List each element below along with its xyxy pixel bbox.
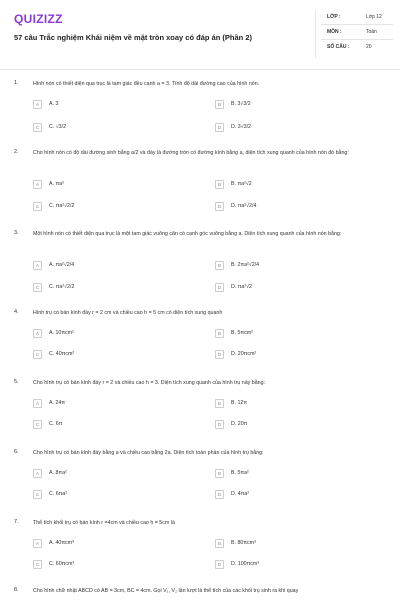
option-text: A. 10πcm² bbox=[49, 330, 74, 336]
option-letter-box: A bbox=[33, 539, 42, 548]
option-text: D. 20π bbox=[231, 421, 248, 427]
question-number: 3. bbox=[14, 230, 19, 236]
question-number: 2. bbox=[14, 149, 19, 155]
option-b[interactable] bbox=[215, 99, 365, 111]
option-text: C. 40πcm² bbox=[49, 351, 75, 357]
option-text: C. πa²√2/2 bbox=[49, 203, 75, 209]
option-d[interactable] bbox=[215, 419, 365, 431]
option-text: D. πa²√2 bbox=[231, 284, 252, 290]
question-text: Hình nón có thiết diện qua trục là tam giác đều cạnh a = 3. Tính độ dài đường cao của hình nón. bbox=[33, 81, 260, 87]
option-c[interactable] bbox=[33, 201, 183, 213]
option-a[interactable] bbox=[33, 179, 183, 191]
option-b[interactable] bbox=[215, 538, 365, 550]
option-letter-box: A bbox=[33, 261, 42, 270]
question-text: Cho hình trụ có bán kính đáy r = 2 và chiều cao h = 3. Diện tích xung quanh của hình trụ này bằng: bbox=[33, 380, 266, 386]
option-letter-box: B bbox=[215, 100, 224, 109]
option-letter-box: C bbox=[33, 490, 42, 499]
option-text: D. 4πa² bbox=[231, 491, 250, 497]
option-text: D. 3√3/2 bbox=[231, 124, 251, 130]
option-letter-box: D bbox=[215, 420, 224, 429]
document-title: 57 câu Trắc nghiệm Khái niệm về mặt tròn xoay có đáp án (Phần 2) bbox=[14, 33, 252, 42]
option-d[interactable] bbox=[215, 201, 365, 213]
meta-row-count bbox=[321, 40, 393, 55]
option-text: D. 20πcm² bbox=[231, 351, 257, 357]
question-number: 8. bbox=[14, 587, 19, 593]
question-number: 6. bbox=[14, 449, 19, 455]
option-letter-box: A bbox=[33, 469, 42, 478]
option-letter-box: B bbox=[215, 399, 224, 408]
option-c[interactable] bbox=[33, 349, 183, 361]
option-text: D. 100πcm³ bbox=[231, 561, 260, 567]
question-number: 5. bbox=[14, 379, 19, 385]
option-text: B. 12π bbox=[231, 400, 248, 406]
option-text: C. 60πcm³ bbox=[49, 561, 75, 567]
meta-value: 20 bbox=[366, 44, 372, 50]
option-letter-box: D bbox=[215, 123, 224, 132]
option-text: B. 5πcm² bbox=[231, 330, 253, 336]
option-a[interactable] bbox=[33, 398, 183, 410]
option-letter-box: A bbox=[33, 399, 42, 408]
option-text: A. 8πa² bbox=[49, 470, 67, 476]
question-number: 4. bbox=[14, 309, 19, 315]
question-text: Thể tích khối trụ có bán kính r =4cm và chiều cao h = 5cm là bbox=[33, 520, 175, 526]
question-text: Cho hình nón có độ dài đường sinh bằng a/2 và đáy là đường tròn có đường kính bằng a, diện tích xung quanh của hình nón đó bằng: bbox=[33, 150, 349, 156]
meta-value: Lớp 12 bbox=[366, 14, 382, 20]
option-letter-box: C bbox=[33, 202, 42, 211]
option-a[interactable] bbox=[33, 328, 183, 340]
question-number: 7. bbox=[14, 519, 19, 525]
option-text: B. 3√3/2 bbox=[231, 101, 251, 107]
question-text: Cho hình trụ có bán kính đáy bằng a và chiều cao bằng 2a. Diện tích toàn phần của hình trụ bằng: bbox=[33, 450, 264, 456]
option-text: A. 24π bbox=[49, 400, 66, 406]
option-a[interactable] bbox=[33, 538, 183, 550]
option-b[interactable] bbox=[215, 468, 365, 480]
option-letter-box: C bbox=[33, 350, 42, 359]
option-letter-box: C bbox=[33, 420, 42, 429]
option-text: A. 40πcm³ bbox=[49, 540, 74, 546]
option-letter-box: A bbox=[33, 180, 42, 189]
option-letter-box: B bbox=[215, 469, 224, 478]
option-b[interactable] bbox=[215, 398, 365, 410]
option-letter-box: C bbox=[33, 123, 42, 132]
meta-label: MÔN : bbox=[327, 29, 342, 35]
option-d[interactable] bbox=[215, 349, 365, 361]
option-a[interactable] bbox=[33, 260, 183, 272]
meta-row-subject bbox=[321, 25, 393, 40]
option-text: B. 80πcm³ bbox=[231, 540, 256, 546]
option-b[interactable] bbox=[215, 328, 365, 340]
option-letter-box: C bbox=[33, 560, 42, 569]
option-c[interactable] bbox=[33, 419, 183, 431]
option-d[interactable] bbox=[215, 282, 365, 294]
option-letter-box: B bbox=[215, 180, 224, 189]
option-text: D. πa²√2/4 bbox=[231, 203, 257, 209]
option-a[interactable] bbox=[33, 468, 183, 480]
option-letter-box: A bbox=[33, 100, 42, 109]
option-letter-box: D bbox=[215, 490, 224, 499]
option-text: C. 6πa² bbox=[49, 491, 68, 497]
meta-value: Toán bbox=[366, 29, 377, 35]
question-text: Hình trụ có bán kính đáy r = 2 cm và chiều cao h = 5 cm có diện tích xung quanh bbox=[33, 310, 223, 316]
quizizz-logo[interactable]: QUIZIZZ bbox=[14, 12, 63, 26]
option-d[interactable] bbox=[215, 489, 365, 501]
question-number: 1. bbox=[14, 80, 19, 86]
option-letter-box: D bbox=[215, 202, 224, 211]
option-letter-box: A bbox=[33, 329, 42, 338]
meta-table bbox=[321, 10, 393, 55]
option-c[interactable] bbox=[33, 282, 183, 294]
option-a[interactable] bbox=[33, 99, 183, 111]
question-text: Cho hình chữ nhật ABCD có AB = 3cm, BC = 4cm. Gọi V₁, V₂ lần lượt là thể tích của các khối trụ sinh ra khi quay bbox=[33, 588, 299, 594]
option-text: A. 3 bbox=[49, 101, 59, 107]
option-text: C. πa²√2/2 bbox=[49, 284, 75, 290]
option-d[interactable] bbox=[215, 559, 365, 571]
option-letter-box: D bbox=[215, 283, 224, 292]
option-letter-box: B bbox=[215, 539, 224, 548]
meta-label: SỐ CÂU : bbox=[327, 44, 350, 50]
option-text: B. 2πa²√2/4 bbox=[231, 262, 260, 268]
option-b[interactable] bbox=[215, 179, 365, 191]
option-text: C. 6π bbox=[49, 421, 63, 427]
option-c[interactable] bbox=[33, 559, 183, 571]
option-d[interactable] bbox=[215, 122, 365, 134]
question-text: Một hình nón có thiết diện qua trục là một tam giác vuông cân có cạnh góc vuông bằng a. Diện tích xung quanh của hình nón bằng: bbox=[33, 231, 342, 237]
option-letter-box: B bbox=[215, 329, 224, 338]
option-text: C. √3/2 bbox=[49, 124, 67, 130]
option-b[interactable] bbox=[215, 260, 365, 272]
meta-row-class bbox=[321, 10, 393, 25]
document-header bbox=[0, 0, 400, 70]
option-letter-box: C bbox=[33, 283, 42, 292]
option-text: B. 5πa² bbox=[231, 470, 249, 476]
option-text: B. πa²√2 bbox=[231, 181, 252, 187]
meta-label: LỚP : bbox=[327, 14, 341, 20]
option-letter-box: D bbox=[215, 350, 224, 359]
option-letter-box: B bbox=[215, 261, 224, 270]
option-text: A. πa² bbox=[49, 181, 64, 187]
question-list bbox=[0, 70, 400, 600]
option-c[interactable] bbox=[33, 122, 183, 134]
option-text: A. πa²√2/4 bbox=[49, 262, 75, 268]
option-letter-box: D bbox=[215, 560, 224, 569]
option-c[interactable] bbox=[33, 489, 183, 501]
